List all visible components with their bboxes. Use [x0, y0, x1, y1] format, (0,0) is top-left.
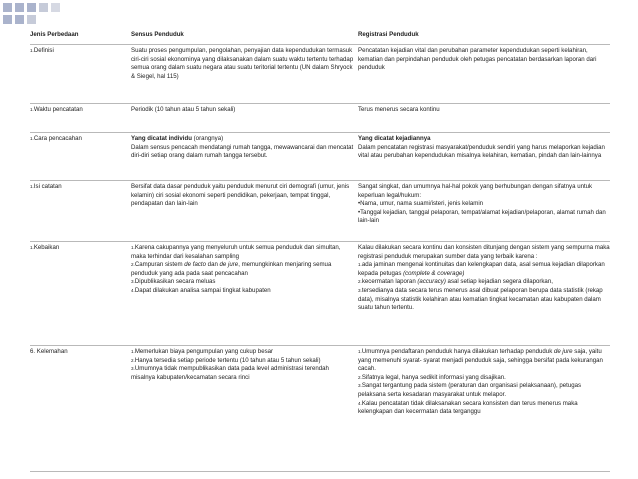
row-label-text: Cara pencacahan — [33, 135, 82, 142]
list-item — [358, 374, 610, 383]
list-item — [358, 400, 610, 417]
list-item — [131, 287, 354, 296]
list-item — [358, 261, 610, 278]
list-item — [358, 278, 610, 287]
row-number: 1. — [30, 48, 34, 53]
list-item — [131, 261, 354, 278]
header-jenis-perbedaan: Jenis Perbedaan — [30, 31, 79, 38]
list-number: 3. — [131, 366, 135, 372]
row-label — [30, 181, 131, 241]
list-item — [131, 348, 354, 357]
deco-square — [27, 3, 36, 12]
cell-registrasi — [358, 346, 610, 471]
registrasi-intro: Sangat singkat, dan umumnya hal-hal pokok yang berhubungan dengan sifatnya untuk keperluan legal/hukum: — [358, 183, 593, 199]
list-text: , memungkinkan menjaring semua penduduk yang ada pada saat pencacahan — [131, 261, 332, 277]
list-text: ada jaminan mengenai kontinuitas dan kelengkapan data, asal semua kejadian dilaporkan kepada petugas — [358, 261, 605, 277]
comparison-table — [30, 29, 610, 472]
table-row-isi — [30, 180, 610, 241]
cell-registrasi: Terus menerus secara kontinu — [358, 106, 440, 113]
list-item — [131, 365, 354, 382]
list-number: 1. — [358, 349, 362, 354]
list-text: Karena cakupannya yang menyeluruh untuk semua penduduk dan simultan, maka terhindar dari kesalahan sampling — [131, 244, 341, 260]
cell-sensus — [131, 346, 358, 471]
deco-square — [3, 15, 12, 24]
sensus-description: Dalam sensus pencacah mendatangi rumah tangga, mewawancarai dan mencatat diri-diri setiap orang dalam rumah tangga tersebut. — [131, 143, 354, 160]
table-row-kebaikan — [30, 241, 610, 345]
list-item: •Nama, umur, nama suami/isteri, jenis kelamin — [358, 200, 484, 208]
table-header-row — [30, 29, 610, 44]
deco-square — [27, 15, 36, 24]
list-number: 4. — [358, 400, 362, 406]
list-number: 1. — [131, 245, 135, 250]
list-text: kecermatan laporan — [361, 278, 418, 286]
header-decoration — [3, 3, 113, 25]
list-number: 3. — [358, 287, 362, 293]
list-text: Kalau pencatatan tidak dilaksanakan secara konsisten dan terus menerus maka kelengkapan dan kecermatan data terganggu — [358, 399, 578, 416]
list-text-italic: de jure — [553, 348, 573, 355]
list-number: 2. — [358, 374, 362, 380]
row-label — [30, 45, 131, 103]
list-item — [131, 357, 354, 366]
row-label — [30, 104, 131, 132]
list-text: Umumnya pendaftaran penduduk hanya dilakukan terhadap penduduk — [361, 348, 554, 355]
cell-registrasi — [358, 133, 610, 180]
row-label-text: Isi catatan — [33, 183, 62, 190]
list-number: 1. — [358, 262, 362, 268]
list-item — [131, 244, 354, 261]
row-label-text: Kebaikan — [33, 244, 60, 251]
list-item — [358, 348, 610, 374]
list-text: tersedianya data secara terus menerus asal dibuat pelaporan berupa data statistik (rekap data), misalnya statistik kelahiran atau kematian tingkat kecamatan atau kabupaten dalam suatu tahun tertentu. — [358, 286, 603, 312]
list-number: 2. — [131, 357, 135, 363]
list-text: Sifatnya legal, hanya sedikit informasi yang disajikan. — [361, 373, 506, 381]
registrasi-intro: Kalau dilakukan secara kontinu dan konsisten ditunjang dengan sistem yang sempurna maka registrasi penduduk merupakan sumber data yang terbaik karena : — [358, 244, 610, 260]
table-row-cara — [30, 132, 610, 180]
cell-registrasi: Pencatatan kejadian vital dan perubahan parameter kependudukan seperti kelahiran, kematian dan perpindahan penduduk oleh petugas pencatatan berdasarkan laporan dari penduduk — [358, 47, 597, 72]
cell-registrasi — [358, 181, 610, 241]
list-text: asal setiap kejadian segera dilaporkan, — [445, 278, 553, 286]
list-text: Umumnya tidak mempublikasikan data pada level administrasi terendah misalnya kabupaten/kecamatan secara rinci — [131, 365, 329, 381]
row-label — [30, 242, 131, 345]
cell-sensus: Periodik (10 tahun atau 5 tahun sekali) — [131, 106, 236, 113]
header-sensus: Sensus Penduduk — [131, 31, 184, 38]
row-label — [30, 346, 131, 471]
deco-square — [39, 3, 48, 12]
header-registrasi: Registrasi Penduduk — [358, 31, 419, 38]
table-row-kelemahan — [30, 345, 610, 472]
row-number: 1. — [30, 107, 34, 112]
list-text-italic: (complete & coverage) — [403, 269, 465, 277]
deco-square — [15, 3, 24, 12]
list-text: Sangat tergantung pada sistem (peraturan dan organisasi pelaksanaan), petugas pelaksana serta kesadaran masyarakat untuk melapor. — [358, 382, 582, 398]
sensus-extra-text: (orangnya) — [191, 135, 224, 142]
list-item — [358, 382, 610, 399]
table-row-definisi — [30, 44, 610, 103]
list-text: dan — [205, 261, 220, 269]
list-number: 3. — [131, 279, 135, 285]
cell-sensus: Bersifat data dasar penduduk yaitu penduduk menurut ciri demografi (umur, jenis kelamin) ciri sosial ekonomi seperti pendidikan, pekerjaan, tempat tinggal, pendapatan dan lain-lain — [131, 183, 350, 208]
list-text-italic: de facto — [184, 261, 206, 269]
list-text: Dipublikasikan secara meluas — [134, 278, 216, 286]
list-number: 4. — [131, 287, 135, 293]
list-number: 2. — [358, 279, 362, 285]
list-text: saja, yaitu yang memenuhi syarat- syarat menjadi penduduk saja, sehingga bersifat pada kekurangan cacah. — [358, 348, 603, 373]
row-number: 1. — [30, 184, 34, 189]
list-text: Memerlukan biaya pengumpulan yang cukup besar — [134, 348, 274, 355]
row-label-text: Waktu pencatatan — [33, 106, 83, 113]
row-number: 1. — [30, 136, 34, 141]
registrasi-bold-text: Yang dicatat kejadiannya — [358, 135, 431, 142]
list-number: 2. — [131, 262, 135, 268]
list-text: Dapat dilakukan analisa sampai tingkat kabupaten — [134, 286, 271, 294]
list-item: •Tanggal kejadian, tanggal pelaporan, tempat/alamat kejadian/pelaporan, alamat rumah dan lain-lain — [358, 208, 606, 225]
row-label-text: Definisi — [33, 47, 54, 54]
list-text-italic: (accuracy) — [417, 278, 446, 286]
deco-square — [15, 15, 24, 24]
cell-sensus — [131, 133, 358, 180]
cell-registrasi — [358, 242, 610, 345]
deco-square — [51, 3, 60, 12]
sensus-bold-text: Yang dicatat individu — [131, 135, 192, 142]
row-number: 1. — [30, 245, 34, 250]
list-item — [131, 278, 354, 287]
cell-sensus — [131, 242, 358, 345]
row-label-text: 6. Kelemahan — [30, 348, 68, 355]
deco-square — [3, 3, 12, 12]
row-label — [30, 133, 131, 180]
list-number: 1. — [131, 349, 135, 354]
cell-sensus: Suatu proses pengumpulan, pengolahan, penyajian data kependudukan termasuk ciri-ciri sosial ekonominya yang dilaksanakan dalam suatu waktu tertentu terhadap semua orang dalam suatu negara atau suatu teritorial tertentu (UN dalam Shryock & Siegel, hal 115) — [131, 47, 354, 80]
list-text: Hanya tersedia setiap periode tertentu (10 tahun atau 5 tahun sekali) — [134, 356, 321, 364]
list-item — [358, 287, 610, 313]
list-text-italic: de jure — [219, 261, 239, 269]
registrasi-description: Dalam pencatatan registrasi masyarakat/penduduk sendiri yang harus melaporkan kejadian vital atau perubahan kependudukan misalnya kelahiran, kematian, pindah dan lain-lainnya — [358, 143, 605, 160]
table-row-waktu — [30, 103, 610, 132]
list-number: 3. — [358, 383, 362, 389]
list-text: Campuran sistem — [134, 261, 185, 269]
